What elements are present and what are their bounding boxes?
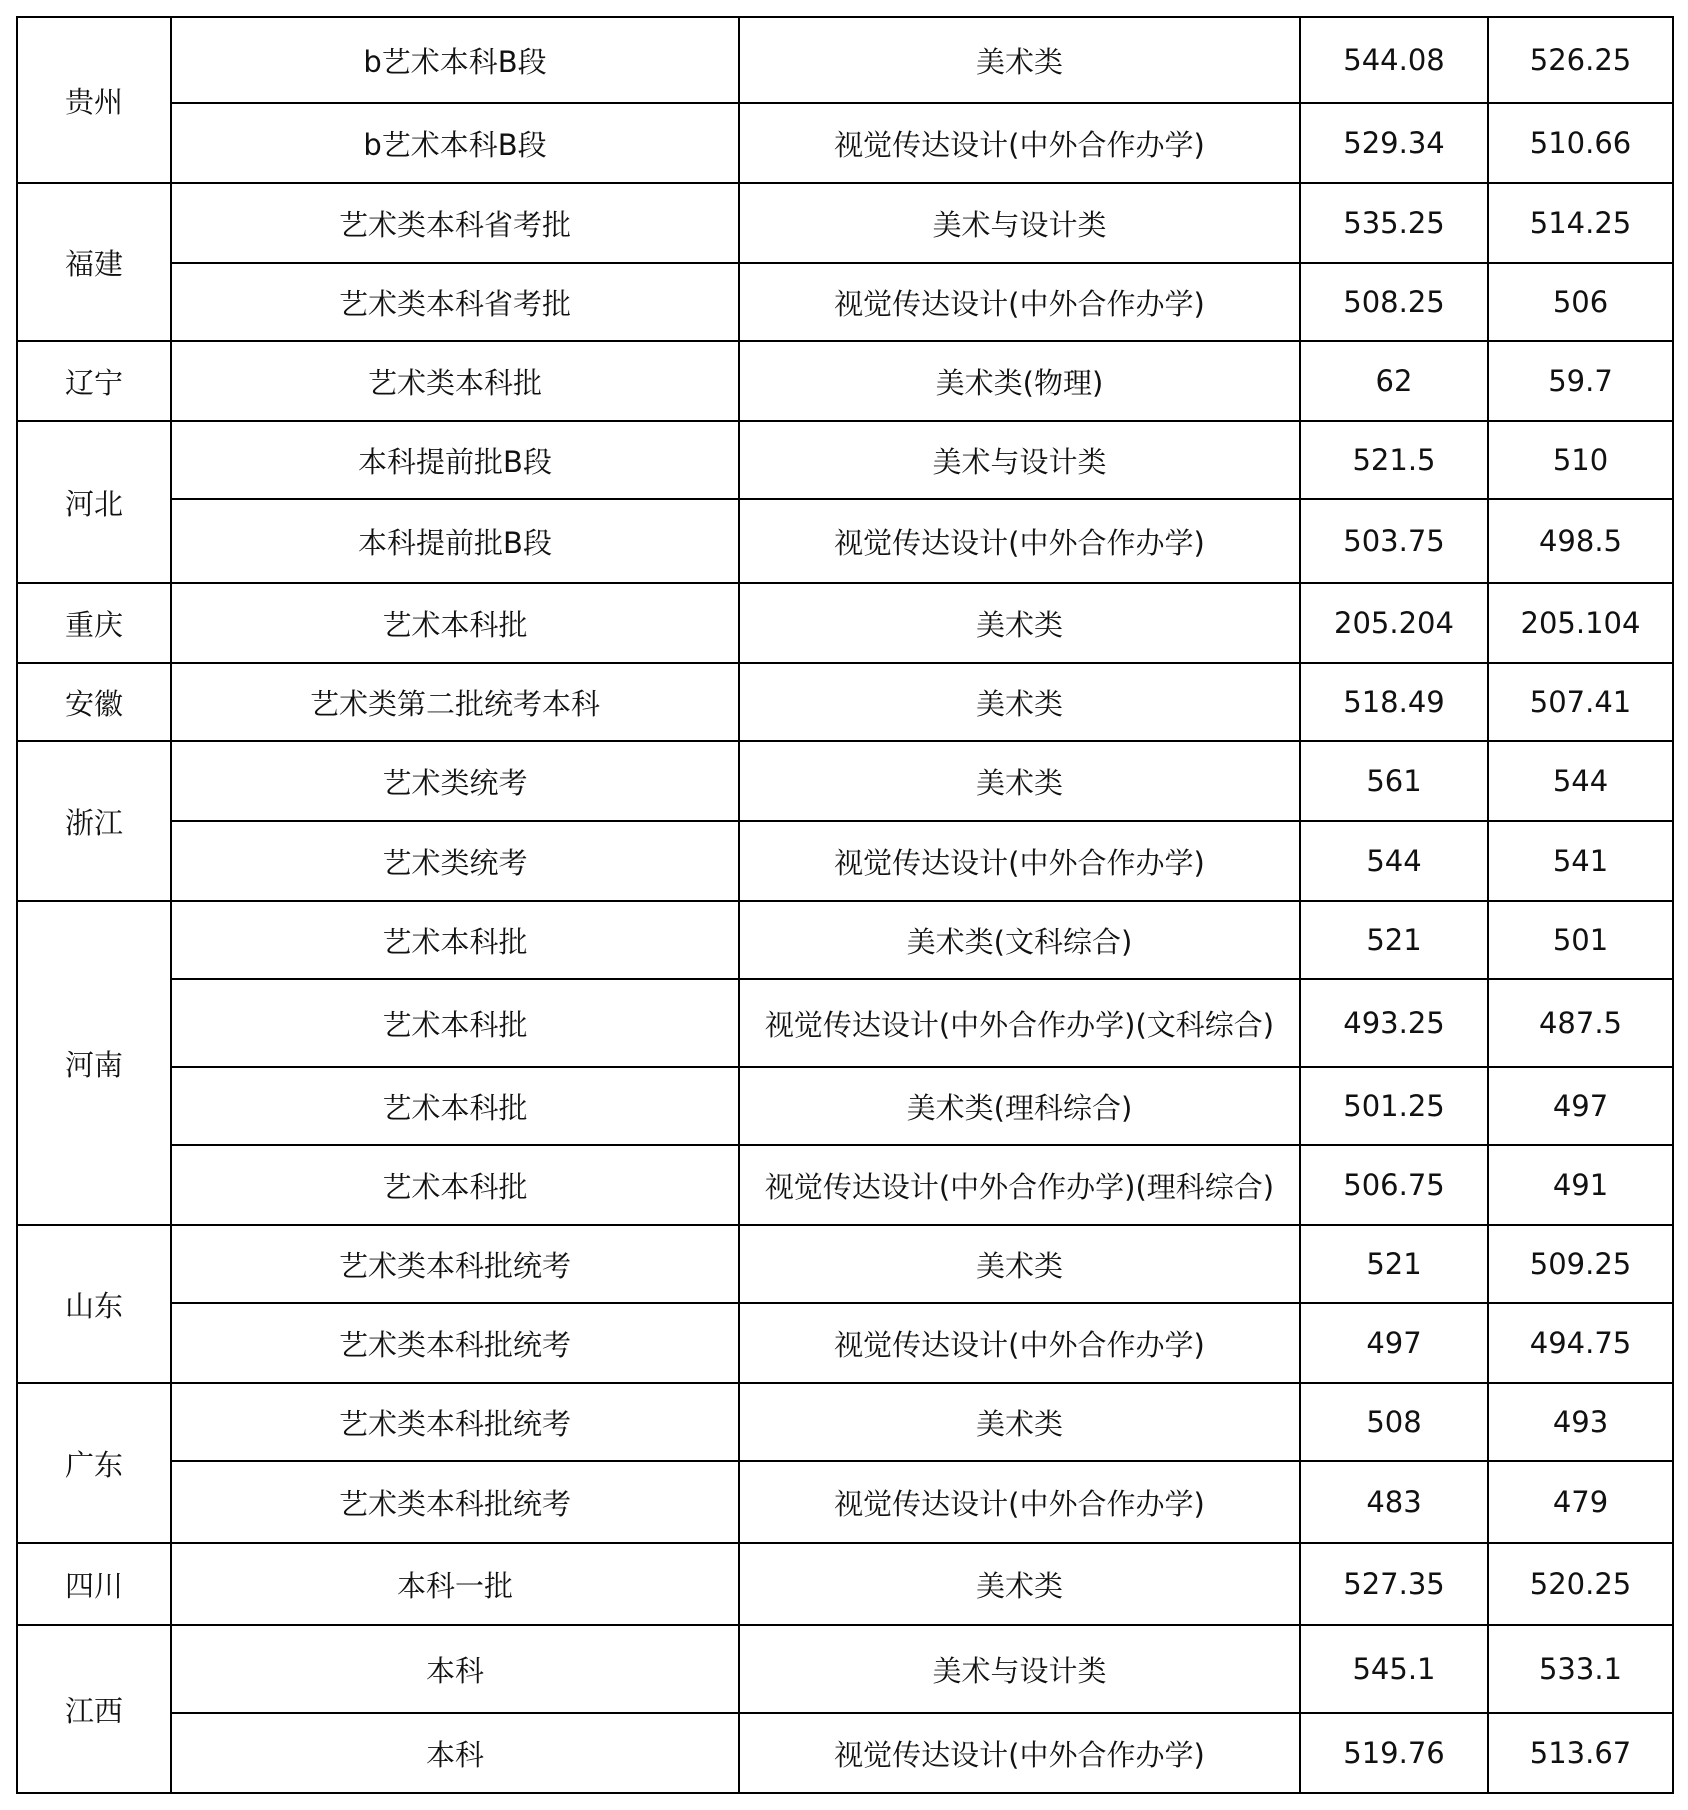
batch-cell: 艺术本科批 (171, 901, 739, 979)
table-row (17, 583, 1673, 663)
batch-cell: 本科提前批B段 (171, 421, 739, 499)
table-row (17, 421, 1673, 499)
batch-cell: 艺术类本科批统考 (171, 1461, 739, 1543)
highest-score-cell: 506.75 (1300, 1145, 1488, 1225)
lowest-score-cell: 514.25 (1488, 183, 1673, 263)
batch-cell: b艺术本科B段 (171, 103, 739, 183)
highest-score-cell: 508.25 (1300, 263, 1488, 341)
batch-cell: 艺术本科批 (171, 583, 739, 663)
batch-cell: 本科一批 (171, 1543, 739, 1625)
highest-score-cell: 503.75 (1300, 499, 1488, 583)
major-cell: 美术与设计类 (739, 421, 1300, 499)
lowest-score-cell: 544 (1488, 741, 1673, 821)
province-cell: 浙江 (17, 741, 171, 901)
batch-cell: 艺术类本科批统考 (171, 1383, 739, 1461)
major-cell: 美术类 (739, 1225, 1300, 1303)
table-row (17, 499, 1673, 583)
province-cell: 福建 (17, 183, 171, 341)
lowest-score-cell: 510 (1488, 421, 1673, 499)
lowest-score-cell: 479 (1488, 1461, 1673, 1543)
highest-score-cell: 62 (1300, 341, 1488, 421)
major-cell: 视觉传达设计(中外合作办学) (739, 821, 1300, 901)
table-row (17, 103, 1673, 183)
major-cell: 视觉传达设计(中外合作办学)(文科综合) (739, 979, 1300, 1067)
highest-score-cell: 205.204 (1300, 583, 1488, 663)
lowest-score-cell: 493 (1488, 1383, 1673, 1461)
province-cell: 辽宁 (17, 341, 171, 421)
province-cell: 安徽 (17, 663, 171, 741)
lowest-score-cell: 501 (1488, 901, 1673, 979)
major-cell: 美术类 (739, 17, 1300, 103)
highest-score-cell: 518.49 (1300, 663, 1488, 741)
batch-cell: 艺术类本科批 (171, 341, 739, 421)
lowest-score-cell: 497 (1488, 1067, 1673, 1145)
batch-cell: 艺术类统考 (171, 821, 739, 901)
batch-cell: b艺术本科B段 (171, 17, 739, 103)
highest-score-cell: 561 (1300, 741, 1488, 821)
table-row (17, 821, 1673, 901)
batch-cell: 艺术本科批 (171, 979, 739, 1067)
admission-score-table (16, 16, 1674, 1794)
lowest-score-cell: 507.41 (1488, 663, 1673, 741)
highest-score-cell: 519.76 (1300, 1713, 1488, 1793)
batch-cell: 艺术类本科省考批 (171, 183, 739, 263)
lowest-score-cell: 533.1 (1488, 1625, 1673, 1713)
major-cell: 美术类 (739, 583, 1300, 663)
highest-score-cell: 521.5 (1300, 421, 1488, 499)
highest-score-cell: 535.25 (1300, 183, 1488, 263)
highest-score-cell: 527.35 (1300, 1543, 1488, 1625)
table-row (17, 341, 1673, 421)
batch-cell: 艺术类统考 (171, 741, 739, 821)
major-cell: 视觉传达设计(中外合作办学)(理科综合) (739, 1145, 1300, 1225)
province-cell: 河南 (17, 901, 171, 1225)
lowest-score-cell: 541 (1488, 821, 1673, 901)
highest-score-cell: 529.34 (1300, 103, 1488, 183)
highest-score-cell: 545.1 (1300, 1625, 1488, 1713)
major-cell: 美术与设计类 (739, 1625, 1300, 1713)
batch-cell: 艺术类本科批统考 (171, 1225, 739, 1303)
highest-score-cell: 508 (1300, 1383, 1488, 1461)
table-row (17, 979, 1673, 1067)
highest-score-cell: 493.25 (1300, 979, 1488, 1067)
batch-cell: 艺术类第二批统考本科 (171, 663, 739, 741)
lowest-score-cell: 205.104 (1488, 583, 1673, 663)
lowest-score-cell: 520.25 (1488, 1543, 1673, 1625)
province-cell: 江西 (17, 1625, 171, 1793)
lowest-score-cell: 494.75 (1488, 1303, 1673, 1383)
batch-cell: 艺术类本科省考批 (171, 263, 739, 341)
province-cell: 四川 (17, 1543, 171, 1625)
major-cell: 美术类 (739, 1543, 1300, 1625)
major-cell: 视觉传达设计(中外合作办学) (739, 1303, 1300, 1383)
table-row (17, 663, 1673, 741)
major-cell: 视觉传达设计(中外合作办学) (739, 103, 1300, 183)
batch-cell: 本科提前批B段 (171, 499, 739, 583)
lowest-score-cell: 59.7 (1488, 341, 1673, 421)
batch-cell: 艺术本科批 (171, 1067, 739, 1145)
highest-score-cell: 483 (1300, 1461, 1488, 1543)
province-cell: 河北 (17, 421, 171, 583)
table-row (17, 1625, 1673, 1713)
highest-score-cell: 544.08 (1300, 17, 1488, 103)
major-cell: 美术类 (739, 1383, 1300, 1461)
major-cell: 视觉传达设计(中外合作办学) (739, 1713, 1300, 1793)
highest-score-cell: 544 (1300, 821, 1488, 901)
lowest-score-cell: 526.25 (1488, 17, 1673, 103)
batch-cell: 艺术类本科批统考 (171, 1303, 739, 1383)
lowest-score-cell: 506 (1488, 263, 1673, 341)
table-row (17, 1145, 1673, 1225)
table-row (17, 741, 1673, 821)
table-row (17, 17, 1673, 103)
table-row (17, 183, 1673, 263)
table-row (17, 1303, 1673, 1383)
major-cell: 美术类 (739, 741, 1300, 821)
lowest-score-cell: 491 (1488, 1145, 1673, 1225)
table-row (17, 1461, 1673, 1543)
lowest-score-cell: 509.25 (1488, 1225, 1673, 1303)
province-cell: 山东 (17, 1225, 171, 1383)
lowest-score-cell: 487.5 (1488, 979, 1673, 1067)
province-cell: 贵州 (17, 17, 171, 183)
major-cell: 视觉传达设计(中外合作办学) (739, 263, 1300, 341)
table-row (17, 263, 1673, 341)
major-cell: 美术类(理科综合) (739, 1067, 1300, 1145)
highest-score-cell: 521 (1300, 901, 1488, 979)
lowest-score-cell: 498.5 (1488, 499, 1673, 583)
batch-cell: 本科 (171, 1713, 739, 1793)
table-row (17, 1383, 1673, 1461)
table-row (17, 1067, 1673, 1145)
major-cell: 美术类(物理) (739, 341, 1300, 421)
table-row (17, 901, 1673, 979)
lowest-score-cell: 513.67 (1488, 1713, 1673, 1793)
highest-score-cell: 521 (1300, 1225, 1488, 1303)
province-cell: 广东 (17, 1383, 171, 1543)
province-cell: 重庆 (17, 583, 171, 663)
lowest-score-cell: 510.66 (1488, 103, 1673, 183)
score-table-body (17, 17, 1673, 1793)
table-row (17, 1713, 1673, 1793)
major-cell: 美术与设计类 (739, 183, 1300, 263)
major-cell: 美术类 (739, 663, 1300, 741)
major-cell: 视觉传达设计(中外合作办学) (739, 1461, 1300, 1543)
batch-cell: 艺术本科批 (171, 1145, 739, 1225)
table-row (17, 1543, 1673, 1625)
major-cell: 美术类(文科综合) (739, 901, 1300, 979)
highest-score-cell: 497 (1300, 1303, 1488, 1383)
batch-cell: 本科 (171, 1625, 739, 1713)
table-row (17, 1225, 1673, 1303)
major-cell: 视觉传达设计(中外合作办学) (739, 499, 1300, 583)
highest-score-cell: 501.25 (1300, 1067, 1488, 1145)
